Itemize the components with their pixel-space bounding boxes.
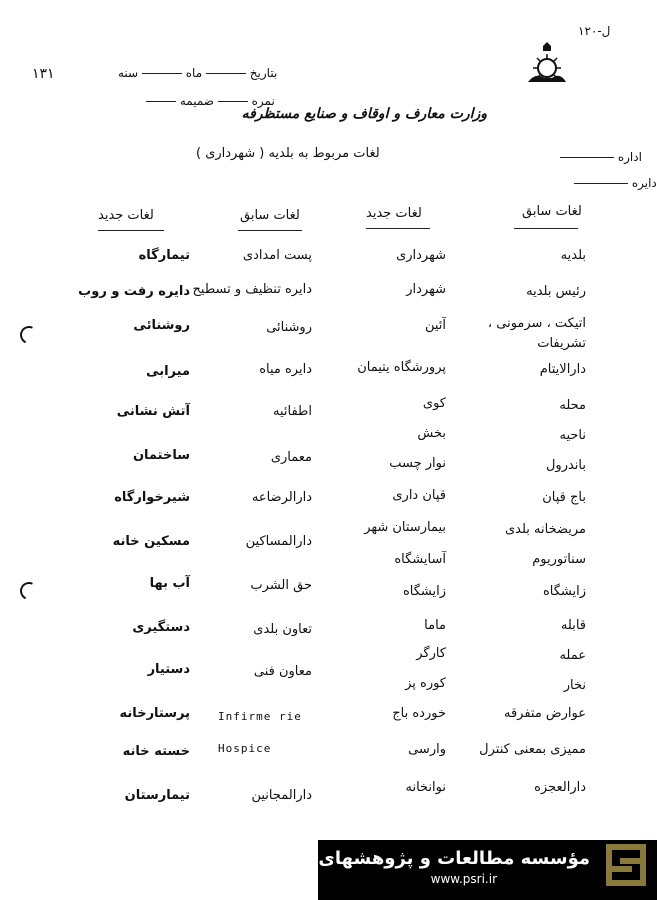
left-old-term: دایره تنظیف و تسطیح xyxy=(192,282,312,297)
right-old-term: بلدیه xyxy=(560,248,586,263)
right-new-term: زایشگاه xyxy=(402,584,446,599)
right-old-term: سناتوریوم xyxy=(532,552,586,567)
column-underline xyxy=(514,228,578,229)
office-line xyxy=(560,150,642,164)
right-new-term: پرورشگاه یتیمان xyxy=(357,360,446,375)
right-old-term: اتیکت ، سرمونی ، تشریفات xyxy=(487,316,586,351)
left-new-term: پرستارخانه xyxy=(119,706,190,721)
right-old-term: دارالعجزه xyxy=(534,780,586,795)
right-old-term: نخار xyxy=(563,678,586,693)
column-header-old-right: لغات سابق xyxy=(522,204,582,219)
left-new-term: شیرخوارگاه xyxy=(114,490,190,505)
page-number: ۱۳۱ xyxy=(32,66,55,82)
left-new-term: آب بها xyxy=(149,576,190,591)
year-label: سنه xyxy=(118,66,139,80)
left-new-term: خسته خانه xyxy=(122,744,190,759)
right-new-term: وارسی xyxy=(408,742,446,757)
right-new-term: بیمارستان شهر xyxy=(364,520,446,535)
left-new-term: ساختمان xyxy=(132,448,190,463)
ministry-name: وزارت معارف و اوقاف و صنایع مستظرفه xyxy=(241,106,487,122)
left-new-term: دایره رفت و روب xyxy=(78,284,190,299)
right-new-term: آسایشگاه xyxy=(394,552,446,567)
column-underline xyxy=(98,230,164,231)
lion-and-sun-emblem xyxy=(522,42,572,88)
department-label: دایره xyxy=(631,176,657,190)
left-new-term: میرابی xyxy=(146,364,190,379)
right-old-term: باج قپان xyxy=(542,490,586,505)
binding-mark xyxy=(17,579,40,602)
right-old-term: محله xyxy=(559,398,586,413)
right-new-term: کارگر xyxy=(416,646,446,661)
right-new-term: ماما xyxy=(424,618,446,633)
right-new-term: بخش xyxy=(417,426,446,441)
right-old-term: قابله xyxy=(560,618,586,633)
left-new-term: روشنائی xyxy=(133,318,190,333)
right-new-term: آئین xyxy=(424,318,446,333)
month-label: ماه xyxy=(185,66,203,80)
office-label: اداره xyxy=(617,150,642,164)
column-underline xyxy=(366,228,430,229)
department-line xyxy=(574,176,657,190)
left-new-term: دستگیری xyxy=(132,620,190,635)
institute-logo-icon xyxy=(606,844,646,886)
attachment-label: ضمیمه xyxy=(179,94,214,108)
right-old-term: عمله xyxy=(559,648,586,663)
right-new-term: کوره پز xyxy=(405,676,446,691)
left-new-term: مسکین خانه xyxy=(112,534,190,549)
right-new-term: قپان داری xyxy=(392,488,446,503)
left-old-term: Infirme rie xyxy=(218,710,302,723)
left-old-term: معماری xyxy=(270,450,312,465)
right-old-term: زایشگاه xyxy=(542,584,586,599)
right-old-term: باندرول xyxy=(545,458,586,473)
left-old-term: معاون فنی xyxy=(253,664,312,679)
column-header-new-left: لغات جدید xyxy=(98,208,154,223)
right-new-term: خورده باج xyxy=(392,706,446,721)
left-new-term: تیمارستان xyxy=(124,788,190,803)
left-new-term: دستیار xyxy=(147,662,190,677)
institute-url[interactable]: www.psri.ir xyxy=(430,872,497,886)
right-new-term: شهردار xyxy=(406,282,446,297)
number-label: نمره xyxy=(251,94,275,108)
right-old-term: ممیزی بمعنی کنترل xyxy=(479,742,586,757)
date-label: بتاریخ xyxy=(249,66,278,80)
doc-title: لغات مربوط به بلدیه ( شهرداری ) xyxy=(196,146,380,161)
left-old-term: دارالمجانین xyxy=(251,788,312,803)
left-old-term: دارالرضاعه xyxy=(251,490,312,505)
right-old-term: دارالایتام xyxy=(539,362,586,377)
right-new-term: شهرداری xyxy=(396,248,446,263)
page-label: ل-۱۲۰ xyxy=(578,24,611,38)
left-old-term: اطفائیه xyxy=(272,404,312,419)
column-header-new-right: لغات جدید xyxy=(366,206,422,221)
right-old-term: مریضخانه بلدی xyxy=(504,522,586,537)
binding-mark xyxy=(17,323,40,346)
right-old-term: رئیس بلدیه xyxy=(526,284,586,299)
date-line xyxy=(118,66,277,80)
left-new-term: آتش نشانی xyxy=(116,404,190,419)
left-old-term: روشنائی xyxy=(266,320,312,335)
left-old-term: پست امدادی xyxy=(242,248,312,263)
left-old-term: دارالمساکین xyxy=(245,534,312,549)
left-old-term: تعاون بلدی xyxy=(253,622,312,637)
left-old-term: Hospice xyxy=(218,742,272,755)
right-new-term: نوار چسب xyxy=(389,456,446,471)
right-old-term: ناحیه xyxy=(559,428,586,443)
column-underline xyxy=(238,230,302,231)
right-new-term: کوی xyxy=(422,396,446,411)
right-old-term: عوارض متفرقه xyxy=(503,706,586,721)
left-old-term: دایره میاه xyxy=(259,362,312,377)
left-new-term: تیمارگاه xyxy=(138,248,190,263)
right-new-term: نوانخانه xyxy=(405,780,446,795)
left-old-term: حق الشرب xyxy=(250,578,312,593)
institute-name: مؤسسه مطالعات و پژوهشهای سیاسی xyxy=(244,848,590,869)
column-header-old-left: لغات سابق xyxy=(240,208,300,223)
